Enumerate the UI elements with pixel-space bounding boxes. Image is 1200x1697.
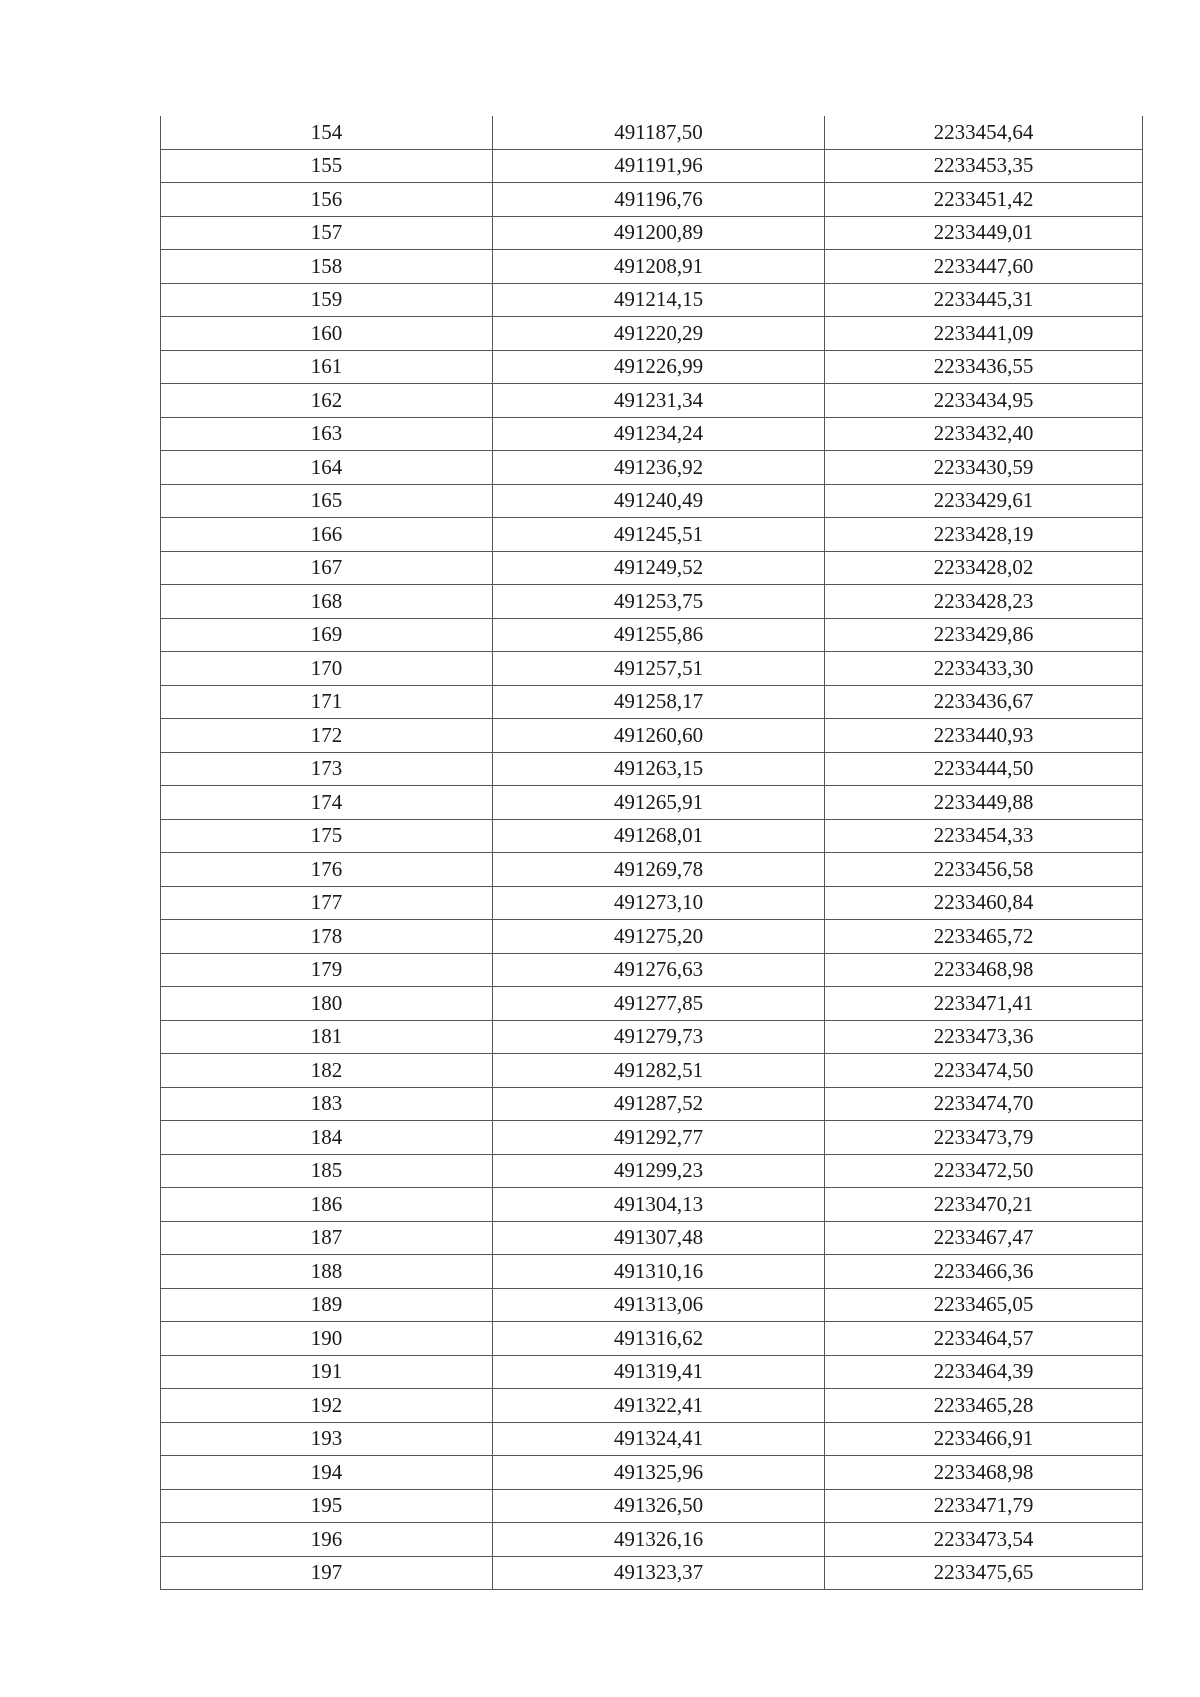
x-coordinate-cell: 491323,37 <box>493 1556 825 1590</box>
x-coordinate-cell: 491276,63 <box>493 953 825 987</box>
x-coordinate-cell: 491313,06 <box>493 1288 825 1322</box>
table-row <box>161 149 1143 183</box>
point-number-cell: 154 <box>161 116 493 149</box>
point-number-cell: 190 <box>161 1322 493 1356</box>
point-number-cell: 164 <box>161 451 493 485</box>
table-row <box>161 953 1143 987</box>
y-coordinate-cell: 2233447,60 <box>825 250 1143 284</box>
x-coordinate-cell: 491249,52 <box>493 551 825 585</box>
x-coordinate-cell: 491234,24 <box>493 417 825 451</box>
table-row <box>161 116 1143 149</box>
x-coordinate-cell: 491268,01 <box>493 819 825 853</box>
table-row <box>161 451 1143 485</box>
point-number-cell: 191 <box>161 1355 493 1389</box>
table-row <box>161 1556 1143 1590</box>
point-number-cell: 172 <box>161 719 493 753</box>
y-coordinate-cell: 2233465,28 <box>825 1389 1143 1423</box>
x-coordinate-cell: 491255,86 <box>493 618 825 652</box>
table-row <box>161 1422 1143 1456</box>
point-number-cell: 170 <box>161 652 493 686</box>
y-coordinate-cell: 2233454,64 <box>825 116 1143 149</box>
table-row <box>161 1188 1143 1222</box>
x-coordinate-cell: 491275,20 <box>493 920 825 954</box>
y-coordinate-cell: 2233449,01 <box>825 216 1143 250</box>
y-coordinate-cell: 2233433,30 <box>825 652 1143 686</box>
point-number-cell: 184 <box>161 1121 493 1155</box>
x-coordinate-cell: 491236,92 <box>493 451 825 485</box>
table-row <box>161 183 1143 217</box>
y-coordinate-cell: 2233430,59 <box>825 451 1143 485</box>
point-number-cell: 167 <box>161 551 493 585</box>
point-number-cell: 196 <box>161 1523 493 1557</box>
point-number-cell: 165 <box>161 484 493 518</box>
table-row <box>161 317 1143 351</box>
point-number-cell: 180 <box>161 987 493 1021</box>
coordinates-table <box>160 116 1143 1590</box>
y-coordinate-cell: 2233465,05 <box>825 1288 1143 1322</box>
table-row <box>161 1489 1143 1523</box>
table-row <box>161 618 1143 652</box>
x-coordinate-cell: 491253,75 <box>493 585 825 619</box>
table-row <box>161 685 1143 719</box>
x-coordinate-cell: 491287,52 <box>493 1087 825 1121</box>
y-coordinate-cell: 2233474,50 <box>825 1054 1143 1088</box>
table-row <box>161 551 1143 585</box>
x-coordinate-cell: 491299,23 <box>493 1154 825 1188</box>
table-row <box>161 585 1143 619</box>
table-row <box>161 484 1143 518</box>
table-row <box>161 853 1143 887</box>
point-number-cell: 178 <box>161 920 493 954</box>
y-coordinate-cell: 2233475,65 <box>825 1556 1143 1590</box>
table-row <box>161 1121 1143 1155</box>
x-coordinate-cell: 491200,89 <box>493 216 825 250</box>
table-row <box>161 417 1143 451</box>
point-number-cell: 192 <box>161 1389 493 1423</box>
y-coordinate-cell: 2233436,55 <box>825 350 1143 384</box>
x-coordinate-cell: 491310,16 <box>493 1255 825 1289</box>
x-coordinate-cell: 491277,85 <box>493 987 825 1021</box>
point-number-cell: 195 <box>161 1489 493 1523</box>
y-coordinate-cell: 2233471,79 <box>825 1489 1143 1523</box>
table-row <box>161 1322 1143 1356</box>
x-coordinate-cell: 491304,13 <box>493 1188 825 1222</box>
x-coordinate-cell: 491220,29 <box>493 317 825 351</box>
y-coordinate-cell: 2233456,58 <box>825 853 1143 887</box>
table-row <box>161 1456 1143 1490</box>
y-coordinate-cell: 2233428,23 <box>825 585 1143 619</box>
y-coordinate-cell: 2233468,98 <box>825 1456 1143 1490</box>
x-coordinate-cell: 491307,48 <box>493 1221 825 1255</box>
y-coordinate-cell: 2233464,57 <box>825 1322 1143 1356</box>
table-row <box>161 1255 1143 1289</box>
x-coordinate-cell: 491240,49 <box>493 484 825 518</box>
x-coordinate-cell: 491258,17 <box>493 685 825 719</box>
point-number-cell: 160 <box>161 317 493 351</box>
table-row <box>161 1054 1143 1088</box>
x-coordinate-cell: 491257,51 <box>493 652 825 686</box>
x-coordinate-cell: 491214,15 <box>493 283 825 317</box>
x-coordinate-cell: 491282,51 <box>493 1054 825 1088</box>
y-coordinate-cell: 2233444,50 <box>825 752 1143 786</box>
y-coordinate-cell: 2233466,91 <box>825 1422 1143 1456</box>
y-coordinate-cell: 2233451,42 <box>825 183 1143 217</box>
y-coordinate-cell: 2233468,98 <box>825 953 1143 987</box>
point-number-cell: 161 <box>161 350 493 384</box>
table-row <box>161 1355 1143 1389</box>
point-number-cell: 183 <box>161 1087 493 1121</box>
point-number-cell: 188 <box>161 1255 493 1289</box>
y-coordinate-cell: 2233460,84 <box>825 886 1143 920</box>
point-number-cell: 187 <box>161 1221 493 1255</box>
point-number-cell: 173 <box>161 752 493 786</box>
table-row <box>161 987 1143 1021</box>
x-coordinate-cell: 491279,73 <box>493 1020 825 1054</box>
x-coordinate-cell: 491269,78 <box>493 853 825 887</box>
table-row <box>161 1087 1143 1121</box>
table-row <box>161 350 1143 384</box>
point-number-cell: 181 <box>161 1020 493 1054</box>
table-row <box>161 652 1143 686</box>
y-coordinate-cell: 2233441,09 <box>825 317 1143 351</box>
y-coordinate-cell: 2233470,21 <box>825 1188 1143 1222</box>
y-coordinate-cell: 2233449,88 <box>825 786 1143 820</box>
y-coordinate-cell: 2233471,41 <box>825 987 1143 1021</box>
x-coordinate-cell: 491231,34 <box>493 384 825 418</box>
x-coordinate-cell: 491324,41 <box>493 1422 825 1456</box>
point-number-cell: 158 <box>161 250 493 284</box>
x-coordinate-cell: 491319,41 <box>493 1355 825 1389</box>
y-coordinate-cell: 2233466,36 <box>825 1255 1143 1289</box>
point-number-cell: 177 <box>161 886 493 920</box>
x-coordinate-cell: 491226,99 <box>493 350 825 384</box>
point-number-cell: 174 <box>161 786 493 820</box>
table-row <box>161 384 1143 418</box>
y-coordinate-cell: 2233432,40 <box>825 417 1143 451</box>
point-number-cell: 159 <box>161 283 493 317</box>
x-coordinate-cell: 491292,77 <box>493 1121 825 1155</box>
table-row <box>161 886 1143 920</box>
point-number-cell: 162 <box>161 384 493 418</box>
table-row <box>161 1221 1143 1255</box>
x-coordinate-cell: 491196,76 <box>493 183 825 217</box>
point-number-cell: 168 <box>161 585 493 619</box>
x-coordinate-cell: 491263,15 <box>493 752 825 786</box>
y-coordinate-cell: 2233473,79 <box>825 1121 1143 1155</box>
x-coordinate-cell: 491326,16 <box>493 1523 825 1557</box>
point-number-cell: 197 <box>161 1556 493 1590</box>
table-row <box>161 1154 1143 1188</box>
point-number-cell: 166 <box>161 518 493 552</box>
y-coordinate-cell: 2233440,93 <box>825 719 1143 753</box>
y-coordinate-cell: 2233434,95 <box>825 384 1143 418</box>
table-row <box>161 518 1143 552</box>
x-coordinate-cell: 491191,96 <box>493 149 825 183</box>
x-coordinate-cell: 491273,10 <box>493 886 825 920</box>
x-coordinate-cell: 491322,41 <box>493 1389 825 1423</box>
table-row <box>161 216 1143 250</box>
y-coordinate-cell: 2233473,36 <box>825 1020 1143 1054</box>
y-coordinate-cell: 2233454,33 <box>825 819 1143 853</box>
table-row <box>161 283 1143 317</box>
y-coordinate-cell: 2233467,47 <box>825 1221 1143 1255</box>
table-row <box>161 920 1143 954</box>
y-coordinate-cell: 2233465,72 <box>825 920 1143 954</box>
point-number-cell: 179 <box>161 953 493 987</box>
table-row <box>161 250 1143 284</box>
point-number-cell: 169 <box>161 618 493 652</box>
table-row <box>161 819 1143 853</box>
point-number-cell: 156 <box>161 183 493 217</box>
coordinates-table-body <box>161 116 1143 1590</box>
point-number-cell: 193 <box>161 1422 493 1456</box>
point-number-cell: 155 <box>161 149 493 183</box>
y-coordinate-cell: 2233429,86 <box>825 618 1143 652</box>
x-coordinate-cell: 491316,62 <box>493 1322 825 1356</box>
table-row <box>161 1020 1143 1054</box>
table-row <box>161 719 1143 753</box>
x-coordinate-cell: 491260,60 <box>493 719 825 753</box>
point-number-cell: 175 <box>161 819 493 853</box>
table-row <box>161 786 1143 820</box>
y-coordinate-cell: 2233428,02 <box>825 551 1143 585</box>
y-coordinate-cell: 2233429,61 <box>825 484 1143 518</box>
x-coordinate-cell: 491326,50 <box>493 1489 825 1523</box>
point-number-cell: 182 <box>161 1054 493 1088</box>
y-coordinate-cell: 2233436,67 <box>825 685 1143 719</box>
point-number-cell: 186 <box>161 1188 493 1222</box>
table-row <box>161 1389 1143 1423</box>
x-coordinate-cell: 491245,51 <box>493 518 825 552</box>
y-coordinate-cell: 2233445,31 <box>825 283 1143 317</box>
x-coordinate-cell: 491208,91 <box>493 250 825 284</box>
point-number-cell: 176 <box>161 853 493 887</box>
x-coordinate-cell: 491325,96 <box>493 1456 825 1490</box>
point-number-cell: 189 <box>161 1288 493 1322</box>
y-coordinate-cell: 2233474,70 <box>825 1087 1143 1121</box>
table-row <box>161 752 1143 786</box>
y-coordinate-cell: 2233428,19 <box>825 518 1143 552</box>
point-number-cell: 163 <box>161 417 493 451</box>
point-number-cell: 157 <box>161 216 493 250</box>
point-number-cell: 185 <box>161 1154 493 1188</box>
y-coordinate-cell: 2233472,50 <box>825 1154 1143 1188</box>
table-row <box>161 1288 1143 1322</box>
point-number-cell: 194 <box>161 1456 493 1490</box>
x-coordinate-cell: 491265,91 <box>493 786 825 820</box>
x-coordinate-cell: 491187,50 <box>493 116 825 149</box>
y-coordinate-cell: 2233453,35 <box>825 149 1143 183</box>
point-number-cell: 171 <box>161 685 493 719</box>
y-coordinate-cell: 2233464,39 <box>825 1355 1143 1389</box>
table-row <box>161 1523 1143 1557</box>
y-coordinate-cell: 2233473,54 <box>825 1523 1143 1557</box>
